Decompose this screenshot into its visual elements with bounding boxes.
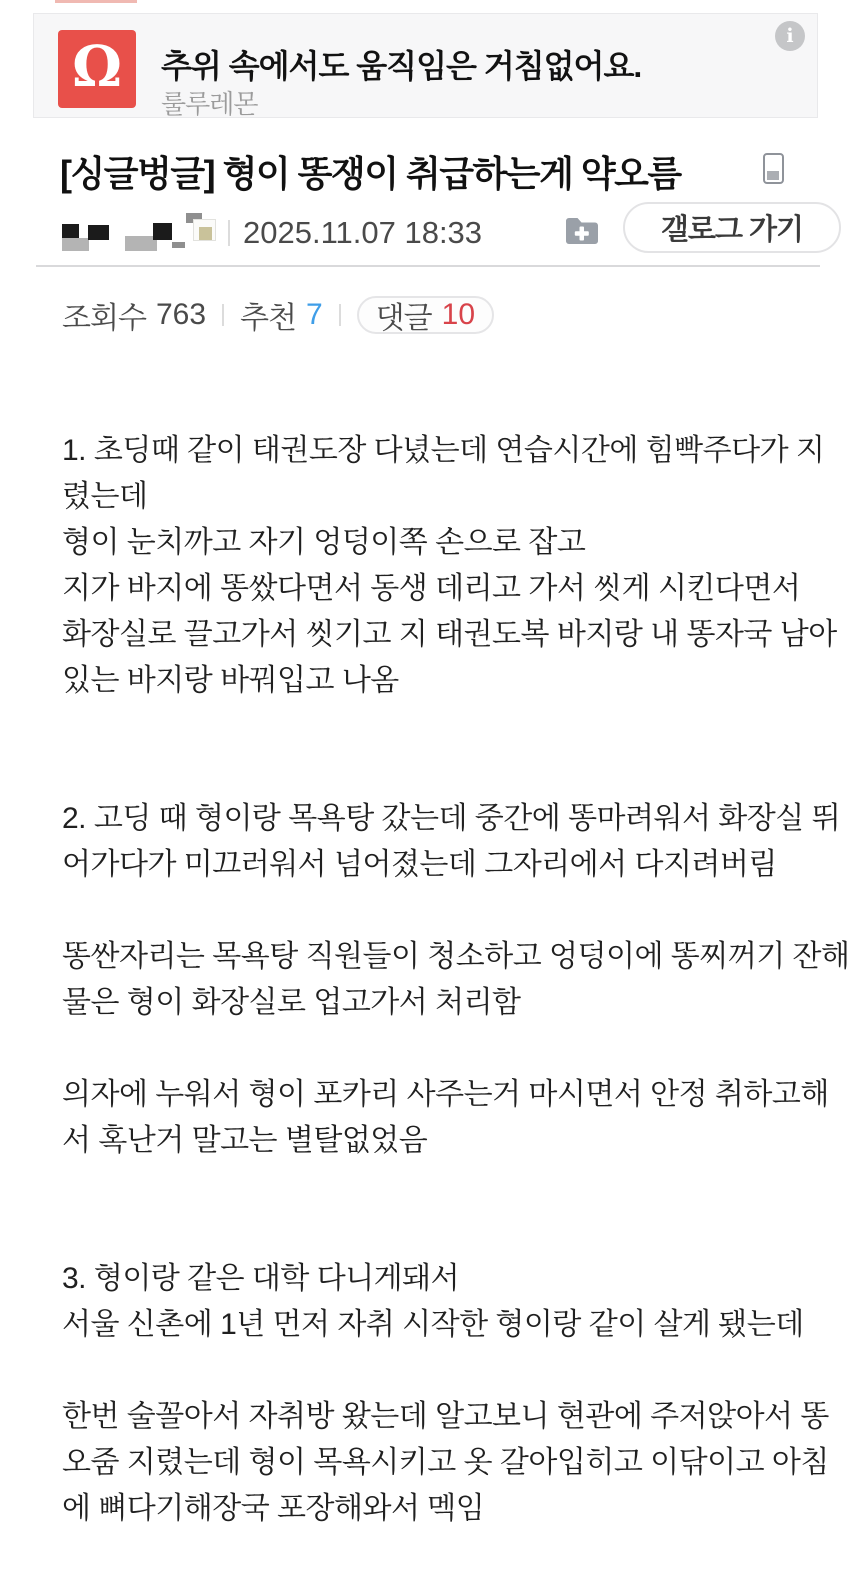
- stats-row: [62, 295, 494, 335]
- ad-advertiser-name: 룰루레몬: [161, 89, 258, 119]
- folder-plus-icon: [563, 213, 601, 249]
- header-divider: [36, 265, 820, 267]
- mobile-phone-icon: [763, 153, 784, 184]
- ad-info-icon[interactable]: i: [775, 21, 805, 51]
- stats-separator: [339, 304, 341, 326]
- body-paragraph: [62, 428, 837, 704]
- body-line: 2. 고딩 때 형이랑 목욕탕 갔는데 중간에 똥마려워서 화장실 뛰: [62, 802, 841, 835]
- body-line: 에 뼈다기해장국 포장해와서 멕임: [62, 1492, 485, 1525]
- body-line: 1. 초딩때 같이 태권도장 다녔는데 연습시간에 힘빡주다가 지: [62, 434, 825, 467]
- body-paragraph: [62, 1394, 829, 1532]
- stats-separator: [222, 304, 224, 326]
- body-line: 서울 신촌에 1년 먼저 자취 시작한 형이랑 같이 살게 됐는데: [62, 1308, 804, 1341]
- views-count: 763: [155, 298, 207, 331]
- lululemon-logo-icon: Ω: [58, 30, 136, 108]
- author-row: [0, 210, 854, 262]
- author-date-divider: [228, 220, 230, 246]
- body-line: 지가 바지에 똥쌌다면서 동생 데리고 가서 씻게 시킨다면서: [62, 572, 801, 605]
- likes-label: 추천: [240, 302, 296, 335]
- post-title: [싱글벙글] 형이 똥쟁이 취급하는게 약오름: [60, 153, 681, 194]
- body-paragraph: [62, 796, 841, 888]
- body-line: 오줌 지렸는데 형이 목욕시키고 옷 갈아입히고 이닦이고 아침: [62, 1446, 829, 1479]
- post-body: [62, 428, 850, 1532]
- body-line: 렸는데: [62, 480, 148, 513]
- comments-label: 댓글: [375, 302, 432, 335]
- body-line: 한번 술꼴아서 자취방 왔는데 알고보니 현관에 주저앉아서 똥: [62, 1400, 829, 1433]
- body-paragraph: [62, 1256, 822, 1348]
- body-line: 서 혹난거 말고는 별탈없었음: [62, 1124, 428, 1157]
- body-paragraph: [62, 934, 850, 1026]
- body-line: 똥싼자리는 목욕탕 직원들이 청소하고 엉덩이에 똥찌꺼기 잔해: [62, 940, 850, 973]
- body-line: 있는 바지랑 바꿔입고 나옴: [62, 664, 399, 697]
- comments-count: 10: [441, 298, 476, 331]
- body-paragraph: [62, 1072, 829, 1164]
- gallog-go-button[interactable]: 갤로그 가기: [623, 202, 841, 253]
- post-date: 2025.11.07 18:33: [243, 215, 483, 250]
- ad-banner[interactable]: [33, 13, 818, 118]
- cropped-element-fragment: [55, 0, 137, 3]
- ad-headline[interactable]: 추위 속에서도 움직임은 거침없어요.: [161, 48, 642, 84]
- body-line: 3. 형이랑 같은 대학 다니게돼서: [62, 1262, 460, 1295]
- likes-count: 7: [305, 298, 323, 331]
- views-label: 조회수: [62, 302, 146, 335]
- body-line: 물은 형이 화장실로 업고가서 처리함: [62, 986, 521, 1019]
- comments-pill-button[interactable]: [357, 296, 494, 334]
- scrap-folder-button[interactable]: [562, 212, 602, 252]
- body-line: 화장실로 끌고가서 씻기고 지 태권도복 바지랑 내 똥자국 남아: [62, 618, 837, 651]
- body-line: 의자에 누워서 형이 포카리 사주는거 마시면서 안정 취하고해: [62, 1078, 829, 1111]
- body-line: 어가다가 미끄러워서 넘어졌는데 그자리에서 다지려버림: [62, 848, 777, 881]
- body-line: 형이 눈치까고 자기 엉덩이쪽 손으로 잡고: [62, 526, 586, 559]
